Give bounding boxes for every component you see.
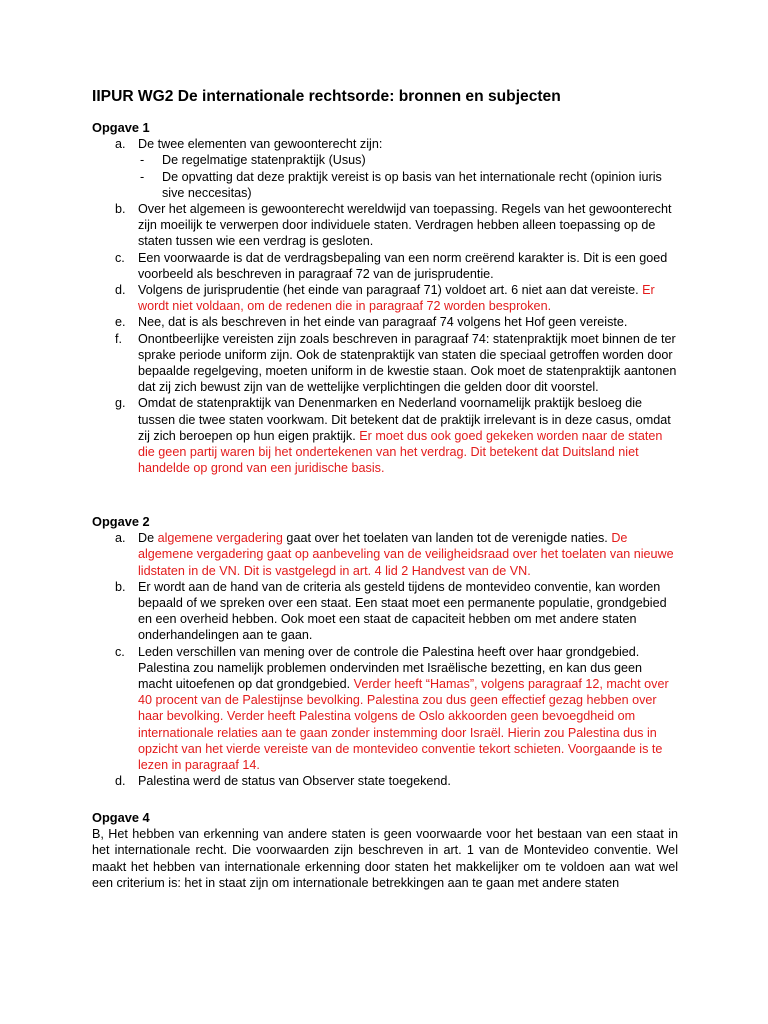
list-item-1c [92, 250, 678, 282]
item-text: De [138, 531, 158, 546]
item-text: Onontbeerlijke vereisten zijn zoals beschreven in paragraaf 74: statenpraktijk moet binnen de ter sprake periode uniform zijn. Ook de statenpraktijk van staten die speciaal getroffen worden door bepaalde regelgeving, moeten uniform in de kwestie staan. Ook moet de statenpraktijk aantonen dat zij zich bewust zijn van de wettelijke verplichtingen die gelden door dit voorstel. [138, 331, 677, 395]
correction-text: Er wordt niet voldaan, om de redenen die in paragraaf 72 worden besproken. [138, 283, 655, 314]
opgave-1-list [92, 136, 678, 476]
list-item-2b [92, 579, 678, 644]
item-label: c. [115, 644, 125, 659]
opgave-2-list [92, 530, 678, 789]
item-label: g. [115, 396, 126, 411]
list-item-1b [92, 201, 678, 250]
list-item-2d [92, 773, 678, 789]
item-label: e. [115, 315, 126, 330]
correction-text: Er moet dus ook goed gekeken worden naar de staten die geen partij waren bij het ondertekenen van het verdrag. Dit betekent dat Duitsland niet handelde op grond van een juridische basis. [138, 428, 663, 476]
item-text: Palestina werd de status van Observer state toegekend. [138, 774, 451, 789]
item-text: Omdat de statenpraktijk van Denenmarken en Nederland voornamelijk praktijk besloeg die tussen die twee staten voorkwam. Dit betekent dat de praktijk irrelevant is in deze casus, omdat zij zich beroepen op hun eigen praktijk. [138, 396, 671, 443]
opgave-2-heading: Opgave 2 [92, 514, 150, 529]
sub-item-usus: - De regelmatige statenpraktijk (Usus) [138, 152, 678, 168]
correction-text: algemene vergadering [157, 531, 283, 546]
item-label: f. [115, 331, 122, 346]
list-item-1f [92, 331, 678, 396]
item-label: a. [115, 531, 126, 546]
list-item-2c [92, 644, 678, 774]
item-label: a. [115, 137, 126, 152]
list-item-2a [92, 530, 678, 579]
item-text: Leden verschillen van mening over de controle die Palestina heeft over haar grondgebied. Palestina zou namelijk problemen ondervinden met Israëlische bezetting, en kan dus geen macht uitoefenen op dat grondgebied. [138, 644, 643, 692]
opgave-4-section [92, 810, 678, 891]
sub-list [138, 152, 678, 201]
opgave-4-answer: B, Het hebben van erkenning van andere staten is geen voorwaarde voor het bestaan van een staat in het internationale recht. Die voorwaarden zijn beschreven in art. 1 van de Montevideo conventie. Wel maakt het hebben van internationale erkenning door staten het makkelijker om te voldoen aan wat wel een criterium is: het in staat zijn om internationale betrekkingen aan te gaan met andere staten [92, 827, 678, 890]
opgave-1-section [92, 120, 678, 476]
list-item-1g [92, 395, 678, 476]
item-text: Over het algemeen is gewoonterecht wereldwijd van toepassing. Regels van het gewoonterecht zijn moeilijk te verwerpen door individuele staten. Verdragen hebben alleen toepassing op de staten tussen wie een verdrag is gesloten. [138, 202, 672, 249]
opgave-4-heading: Opgave 4 [92, 810, 150, 825]
item-label: d. [115, 774, 126, 789]
list-item-1e [92, 314, 678, 330]
list-item-1a [92, 136, 678, 201]
opgave-2-section [92, 514, 678, 789]
item-text: gaat over het toelaten van landen tot de verenigde naties. [282, 531, 612, 546]
item-label: d. [115, 283, 126, 298]
item-text: Nee, dat is als beschreven in het einde van paragraaf 74 volgens het Hof geen vereiste. [138, 315, 628, 330]
item-text: Volgens de jurisprudentie (het einde van paragraaf 71) voldoet art. 6 niet aan dat vereiste. [138, 283, 643, 298]
correction-text: De algemene vergadering gaat op aanbeveling van de veiligheidsraad over het toelaten van nieuwe lidstaten in de VN. Dit is vastgelegd in art. 4 lid 2 Handvest van de VN. [138, 531, 674, 578]
item-label: b. [115, 202, 126, 217]
item-label: c. [115, 250, 125, 265]
document-title: IIPUR WG2 De internationale rechtsorde: bronnen en subjecten [92, 88, 561, 105]
item-text: Een voorwaarde is dat de verdragsbepaling van een norm creërend karakter is. Dit is een goed voorbeeld als beschreven in paragraaf 72 van de jurisprudentie. [138, 250, 668, 281]
item-text: Er wordt aan de hand van de criteria als gesteld tijdens de montevideo conventie, kan worden bepaald of we spreken over een staat. Een staat moet een permanente populatie, grondgebied en een overheid hebben. Ook moet een staat de capaciteit hebben om met andere staten onderhandelingen aan te gaan. [138, 579, 667, 643]
item-text: De twee elementen van gewoonterecht zijn: [138, 137, 383, 152]
list-item-1d [92, 282, 678, 314]
item-label: b. [115, 579, 126, 594]
sub-item-opinio-iuris: - De opvatting dat deze praktijk vereist is op basis van het internationale recht (opinion iuris sive neccesitas) [138, 169, 678, 201]
opgave-1-heading: Opgave 1 [92, 120, 150, 135]
correction-text: Verder heeft “Hamas”, volgens paragraaf 12, macht over 40 procent van de Palestijnse bevolking. Palestina zou dus geen effectief gezag hebben over haar bevolking. Verder heeft Palestina volgens de Oslo akkoorden geen bevoegdheid om internationale relaties aan te gaan zonder instemming door Israël. Hierin zou Palestina dus in opzicht van het vierde vereiste van de montevideo conventie tekort schieten. Voorgaande is te lezen in paragraaf 14. [138, 677, 669, 773]
